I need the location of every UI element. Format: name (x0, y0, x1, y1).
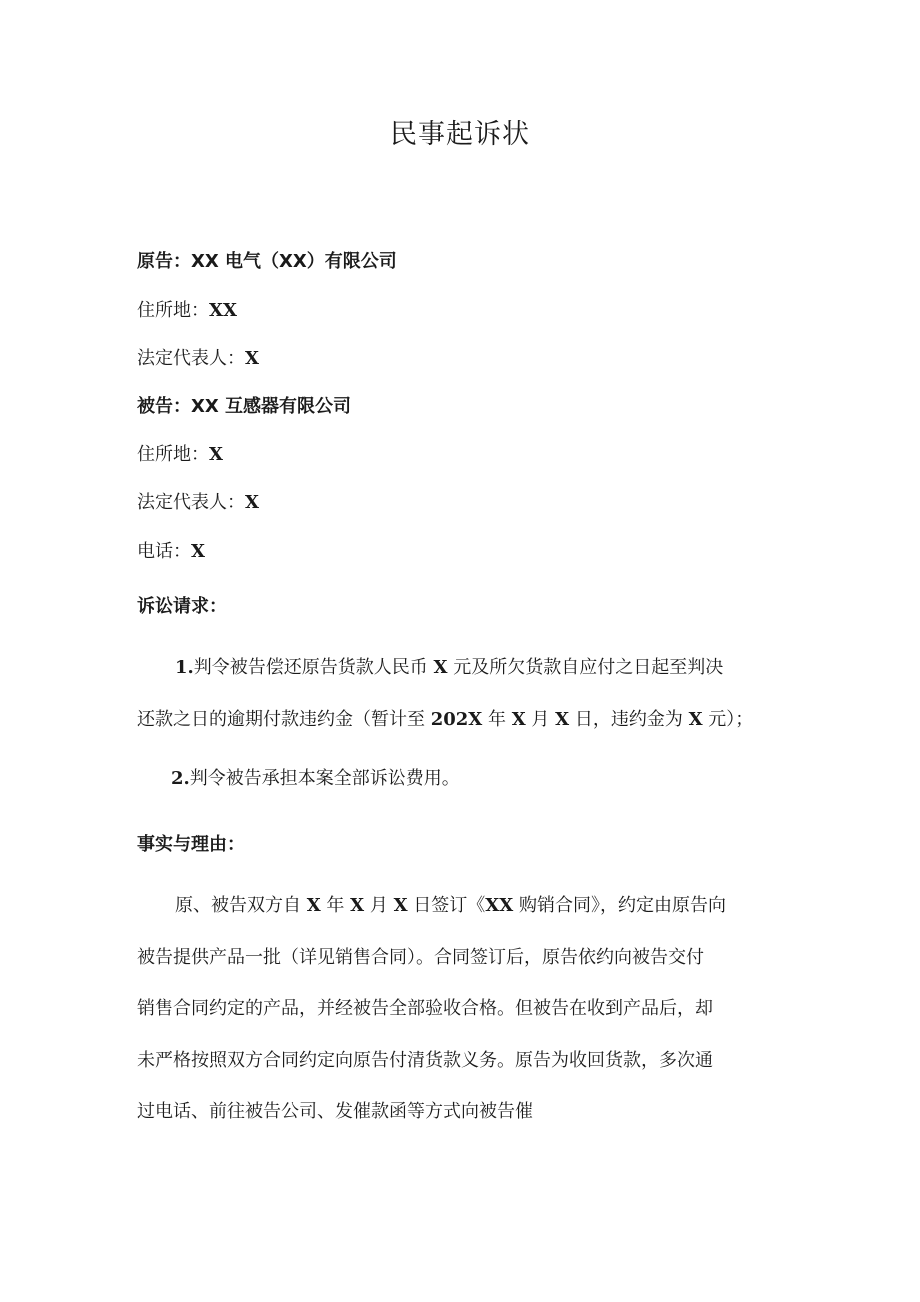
plaintiff-address: XX (209, 300, 237, 321)
defendant-phone: X (191, 541, 205, 562)
defendant-address-line (137, 440, 223, 466)
facts-line-2: 被告提供产品一批（详见销售合同）。合同签订后，原告依约向被告交付 (137, 946, 704, 968)
claim-1-line-2: 还款之日的逾期付款违约金（暂计至 202X 年 X 月 X 日，违约金为 X 元）； (137, 708, 754, 730)
facts-line-1: 原、被告双方自 X 年 X 月 X 日签订《XX 购销合同》，约定由原告向 (175, 895, 726, 916)
defendant-rep-label: 法定代表人： (137, 492, 245, 513)
plaintiff-address-line (137, 296, 237, 322)
plaintiff-rep-line (137, 344, 259, 370)
plaintiff-line (137, 247, 397, 273)
plaintiff-rep-label: 法定代表人： (137, 348, 245, 369)
plaintiff-rep: X (245, 348, 259, 369)
plaintiff-address-label: 住所地： (137, 300, 209, 321)
defendant-address: X (209, 444, 223, 465)
facts-line-5: 过电话、前往被告公司、发催款函等方式向被告催 (137, 1101, 533, 1122)
facts-heading: 事实与理由： (137, 834, 245, 855)
document-title: 民事起诉状 (390, 119, 530, 150)
facts-line-4: 未严格按照双方合同约定向原告付清货款义务。原告为收回货款，多次通 (137, 1049, 713, 1071)
defendant-address-label: 住所地： (137, 444, 209, 465)
defendant-name: XX 互感器有限公司 (191, 396, 352, 417)
claims-heading: 诉讼请求： (137, 596, 227, 617)
claim-2-line-1: 2.判令被告承担本案全部诉讼费用。 (171, 768, 460, 789)
plaintiff-name: XX 电气（XX）有限公司 (191, 251, 397, 272)
facts-paragraph (137, 880, 787, 1138)
defendant-line (137, 392, 351, 418)
claim-item-2 (137, 753, 787, 805)
facts-line-3: 销售合同约定的产品，并经被告全部验收合格。但被告在收到产品后，却 (137, 998, 713, 1019)
defendant-phone-label: 电话： (137, 541, 191, 562)
claim-item-1 (137, 642, 787, 745)
defendant-rep-line (137, 488, 259, 514)
plaintiff-label: 原告： (137, 251, 191, 272)
defendant-label: 被告： (137, 396, 191, 417)
claim-1-line-1: 1.判令被告偿还原告货款人民币 X 元及所欠货款自应付之日起至判决 (175, 657, 724, 678)
defendant-rep: X (245, 492, 259, 513)
defendant-phone-line (137, 537, 205, 563)
